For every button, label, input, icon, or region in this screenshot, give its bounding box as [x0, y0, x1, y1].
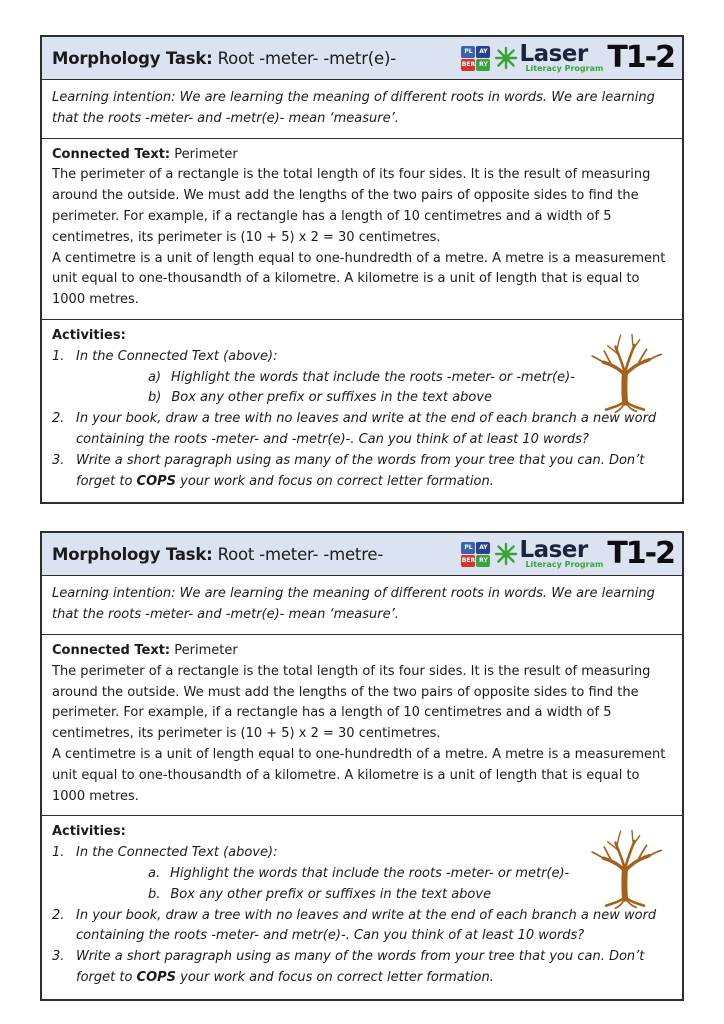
puzzle-piece: PL [461, 46, 475, 58]
activity-item-3 [52, 451, 672, 493]
activity-subitem-a [52, 864, 584, 885]
item-text: In the Connected Text (above): [76, 845, 278, 861]
activity-subitem-b [52, 885, 584, 906]
item-text [76, 947, 672, 989]
connected-text-label: Connected Text: [52, 146, 171, 162]
brand-text [519, 539, 603, 569]
connected-text-title: Perimeter [174, 642, 238, 658]
brand-text [519, 43, 603, 73]
subitem-text: Highlight the words that include the roots -meter- or metr(e)- [170, 865, 570, 881]
laser-literacy-logo [461, 536, 674, 572]
cops-acronym: COPS [136, 969, 177, 985]
title-label: Morphology Task: [52, 544, 213, 564]
activities-label: Activities: [52, 327, 126, 343]
item-text: In your book, draw a tree with no leaves and write at the end of each branch a new word containing the roots -meter- and -metr(e)-. Can you think of at least 10 words? [76, 411, 657, 447]
card-header [42, 533, 682, 575]
activity-subitem-b [52, 388, 584, 409]
subitem-text: Box any other prefix or suffixes in the text above [171, 390, 493, 406]
activity-subitem-a [52, 368, 584, 389]
learning-intention: Learning intention: We are learning the meaning of different roots in words. We are learning that the roots -meter- and -metr(e)- mean ‘measure’. [42, 575, 682, 634]
card-header [42, 37, 682, 79]
playberry-puzzle-icon [461, 542, 490, 567]
item-text-pre: Write a short paragraph using as many of the words from your tree that you can. Don’t forget to [76, 452, 645, 489]
brand-name: Laser [519, 41, 588, 67]
item-number: 3. [52, 949, 65, 965]
term-tag: T1-2 [607, 536, 674, 572]
puzzle-piece: RY [476, 555, 490, 567]
bare-tree-illustration [584, 332, 666, 414]
subitem-marker: b. [148, 886, 161, 902]
subitem-text: Highlight the words that include the roots -meter- or -metr(e)- [171, 369, 575, 385]
activity-item-1 [52, 843, 584, 864]
activities-label: Activities: [52, 824, 126, 840]
connected-paragraph-1: The perimeter of a rectangle is the total length of its four sides. It is the result of measuring around the outside. We must add the lengths of the two pairs of opposite sides to find the perimeter. For example, if a rectangle has a length of 10 centimetres and a width of 5 centimetres, its perimeter is (10 + 5) x 2 = 30 centimetres. [52, 167, 651, 245]
page-title [52, 545, 383, 564]
puzzle-piece: BER [461, 59, 475, 71]
item-text-post: your work and focus on correct letter formation. [176, 969, 494, 985]
puzzle-piece: BER [461, 555, 475, 567]
page-title [52, 49, 396, 68]
learning-intention: Learning intention: We are learning the meaning of different roots in words. We are learning that the roots -meter- and -metr(e)- mean ‘measure’. [42, 79, 682, 138]
item-number: 3. [52, 452, 65, 468]
item-text: In your book, draw a tree with no leaves and write at the end of each branch a new word containing the roots -meter- and metr(e)-. Can you think of at least 10 words? [76, 907, 657, 944]
connected-text-section [42, 138, 682, 319]
title-root-text: Root -meter- -metr(e)- [217, 48, 396, 68]
laser-burst-icon [494, 46, 518, 70]
item-text: In the Connected Text (above): [76, 348, 278, 364]
subitem-marker: a. [148, 865, 161, 881]
laser-burst-icon [494, 542, 518, 566]
puzzle-piece: AY [476, 542, 490, 554]
connected-text-section [42, 634, 682, 815]
item-text [76, 451, 672, 493]
item-number: 1. [52, 348, 65, 364]
worksheet-card-metr-e [40, 35, 684, 504]
connected-text-label: Connected Text: [52, 642, 171, 658]
item-text-pre: Write a short paragraph using as many of the words from your tree that you can. Don’t forget to [76, 949, 645, 985]
puzzle-piece: PL [461, 542, 475, 554]
playberry-puzzle-icon [461, 46, 490, 71]
subitem-marker: b) [148, 390, 162, 406]
activity-item-2 [52, 409, 672, 451]
connected-paragraph-1: The perimeter of a rectangle is the total length of its four sides. It is the result of measuring around the outside. We must add the lengths of the two pairs of opposite sides to find the perimeter. For example, if a rectangle has a length of 10 centimetres and a width of 5 centimetres, its perimeter is (10 + 5) x 2 = 30 centimetres. [52, 663, 651, 742]
activities-section [42, 319, 682, 502]
activity-item-3 [52, 947, 672, 989]
activity-item-1 [52, 347, 584, 368]
activities-section [42, 815, 682, 998]
item-number: 2. [52, 907, 65, 923]
subitem-text: Box any other prefix or suffixes in the text above [170, 886, 492, 902]
connected-text-heading [52, 641, 672, 662]
connected-paragraph-2: A centimetre is a unit of length equal to one-hundredth of a metre. A metre is a measurement unit equal to one-thousandth of a kilometre. A kilometre is a unit of length that is equal to 1000 metres. [52, 250, 666, 308]
cops-acronym: COPS [136, 473, 177, 489]
subitem-marker: a) [148, 369, 162, 385]
term-tag: T1-2 [607, 40, 674, 75]
brand-subtitle: Literacy Program [525, 560, 604, 570]
brand-subtitle: Literacy Program [525, 64, 604, 73]
activity-item-2 [52, 906, 672, 948]
bare-tree-illustration [584, 828, 666, 910]
connected-text-heading [52, 145, 672, 166]
item-text-post: your work and focus on correct letter formation. [176, 473, 494, 489]
connected-text-title: Perimeter [174, 146, 238, 162]
laser-literacy-logo [461, 40, 674, 75]
item-number: 1. [52, 845, 65, 861]
brand-name: Laser [519, 537, 588, 564]
puzzle-piece: RY [476, 59, 490, 71]
worksheet-card-metre [40, 531, 684, 1000]
connected-paragraph-2: A centimetre is a unit of length equal to one-hundredth of a metre. A metre is a measurement unit equal to one-thousandth of a kilometre. A kilometre is a unit of length that is equal to 1000 metres. [52, 746, 666, 804]
title-label: Morphology Task: [52, 48, 213, 68]
item-number: 2. [52, 411, 65, 427]
title-root-text: Root -meter- -metre- [217, 544, 384, 564]
puzzle-piece: AY [476, 46, 490, 58]
